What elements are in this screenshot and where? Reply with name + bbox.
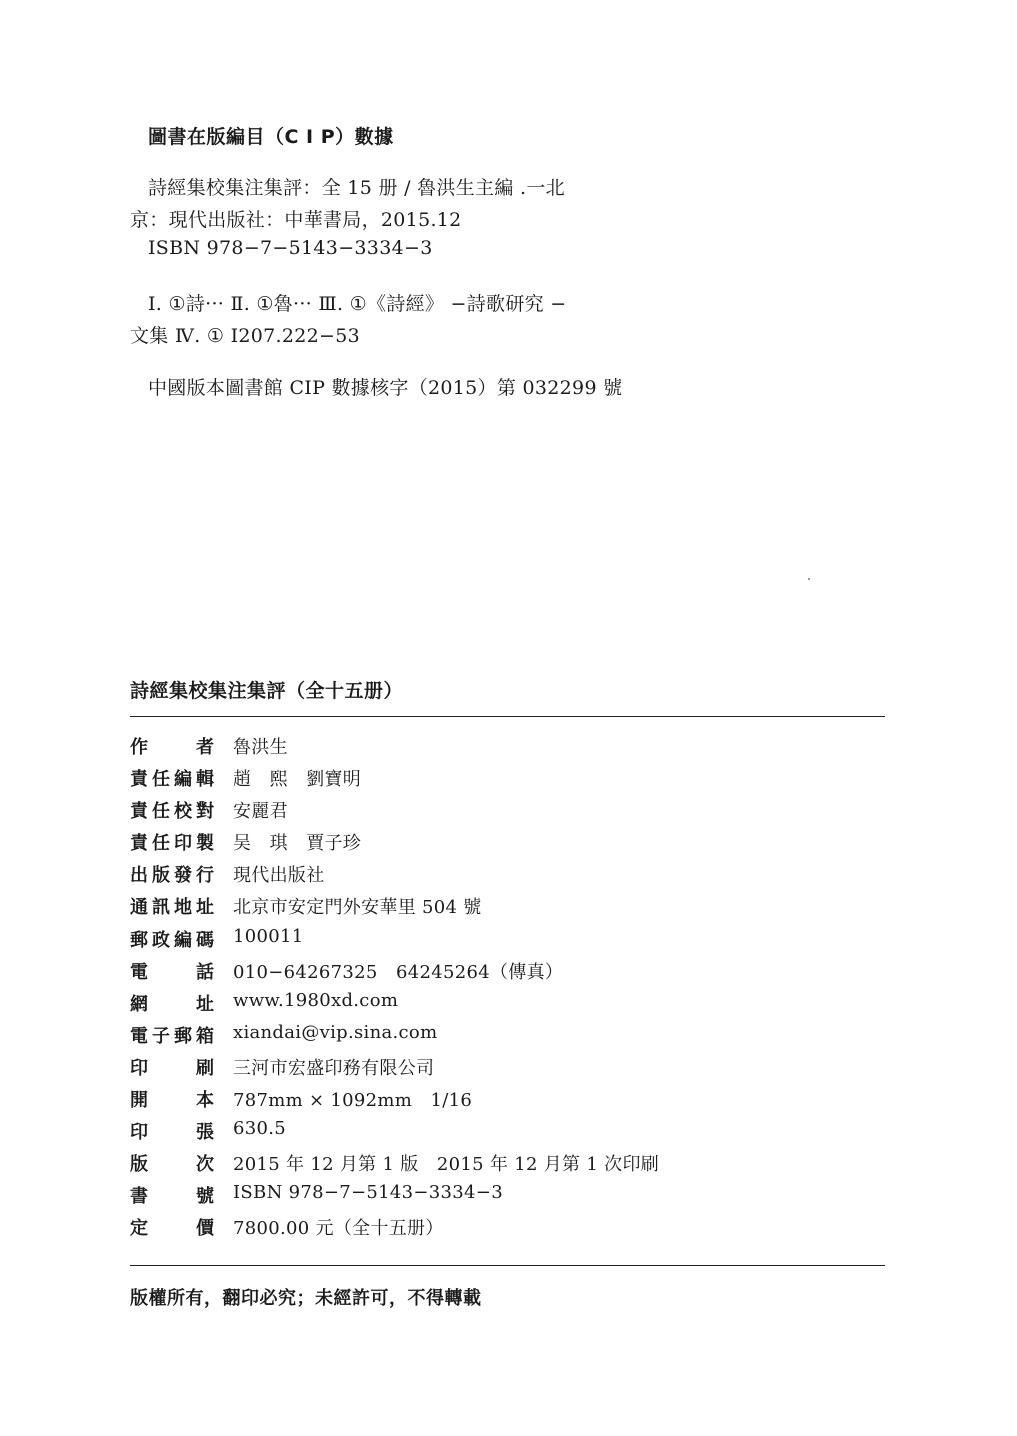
colophon-value: 787mm × 1092mm 1/16 [233, 1090, 473, 1112]
colophon-label: 開本 [130, 1090, 214, 1112]
colophon-label: 書號 [130, 1186, 214, 1208]
colophon-label: 電話 [130, 961, 214, 983]
colophon-row [130, 1118, 890, 1150]
colophon-label: 印刷 [130, 1057, 214, 1079]
cip-line-classification: 文集 Ⅳ. ① I207.222−53 [130, 325, 361, 347]
colophon-label: 網址 [130, 993, 214, 1015]
colophon-row [130, 926, 890, 958]
colophon-value: ISBN 978−7−5143−3334−3 [233, 1182, 503, 1204]
colophon-label: 責任校對 [130, 801, 214, 823]
print-speck [808, 578, 810, 580]
colophon-row [130, 765, 890, 797]
colophon-label: 出版發行 [130, 865, 214, 887]
cip-line-publisher: 京：現代出版社：中華書局，2015.12 [130, 209, 462, 231]
colophon-value: 現代出版社 [233, 865, 325, 887]
colophon-row [130, 1182, 890, 1214]
cip-line-record-number: 中國版本圖書館 CIP 數據核字（2015）第 032299 號 [148, 377, 623, 399]
colophon-value: 100011 [233, 925, 304, 947]
colophon-value: 010−64267325 64245264（傳真） [233, 961, 564, 983]
colophon-value: 2015 年 12 月第 1 版 2015 年 12 月第 1 次印刷 [233, 1154, 660, 1176]
colophon-value: 630.5 [233, 1118, 287, 1140]
colophon-table [130, 733, 890, 1247]
colophon-row [130, 1086, 890, 1118]
colophon-row [130, 958, 890, 990]
colophon-label: 版次 [130, 1154, 214, 1176]
cip-heading: 圖書在版編目（C I P）數據 [148, 126, 394, 148]
colophon-label: 通訊地址 [130, 897, 214, 919]
bottom-divider [130, 1265, 885, 1266]
colophon-value: 三河市宏盛印務有限公司 [233, 1057, 435, 1079]
colophon-row [130, 1054, 890, 1086]
colophon-row [130, 829, 890, 861]
colophon-value: xiandai@vip.sina.com [233, 1021, 438, 1043]
cip-line-title-editor: 詩經集校集注集評：全 15 册 / 魯洪生主編 .一北 [148, 177, 565, 199]
colophon-label: 作者 [130, 737, 214, 758]
colophon-label: 印張 [130, 1122, 214, 1144]
colophon-row [130, 893, 890, 925]
colophon-label: 責任印製 [130, 833, 214, 855]
top-divider [130, 716, 885, 717]
colophon-row [130, 1150, 890, 1182]
colophon-row [130, 1022, 890, 1054]
cip-line-subjects: Ⅰ. ①詩··· Ⅱ. ①魯··· Ⅲ. ①《詩經》 −詩歌研究 − [148, 293, 567, 315]
colophon-value: www.1980xd.com [233, 989, 399, 1011]
colophon-value: 7800.00 元（全十五册） [233, 1218, 444, 1240]
cip-line-isbn: ISBN 978−7−5143−3334−3 [148, 237, 433, 259]
colophon-value: 趙 熙 劉寶明 [233, 769, 362, 791]
colophon-label: 郵政編碼 [130, 929, 214, 951]
copyright-notice: 版權所有，翻印必究；未經許可，不得轉載 [130, 1288, 482, 1309]
colophon-value: 北京市安定門外安華里 504 號 [233, 897, 482, 919]
colophon-row [130, 990, 890, 1022]
colophon-value: 吴 琪 賈子珍 [233, 833, 362, 855]
colophon-row [130, 861, 890, 893]
colophon-row [130, 733, 890, 765]
colophon-row [130, 1214, 890, 1246]
colophon-label: 責任編輯 [130, 769, 214, 791]
book-title: 詩經集校集注集評（全十五册） [130, 680, 404, 702]
colophon-value: 安麗君 [233, 801, 288, 823]
colophon-label: 電子郵箱 [130, 1025, 214, 1047]
colophon-value: 魯洪生 [233, 737, 288, 758]
colophon-row [130, 797, 890, 829]
colophon-label: 定價 [130, 1218, 214, 1240]
